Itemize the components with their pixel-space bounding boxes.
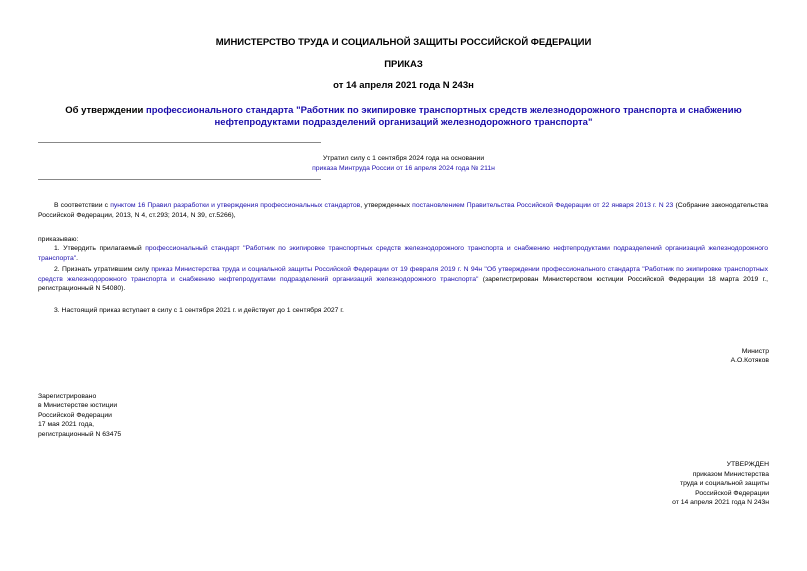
- ministry-heading: МИНИСТЕРСТВО ТРУДА И СОЦИАЛЬНОЙ ЗАЩИТЫ РОССИЙСКОЙ ФЕДЕРАЦИИ: [215, 37, 592, 48]
- approval-line: приказом Министерства: [692, 470, 769, 478]
- document-title-link[interactable]: профессионального стандарта "Работник по экипировке транспортных средств железнодорожного транспорта и снабжению нефтепродуктами подразделений организаций железнодорожного транспорта": [145, 105, 742, 128]
- document-title: [40, 105, 767, 129]
- basis-text-3: (Собрание законодательства Российской Федерации, 2013, N 4, ст.293; 2014, N 39, ст.5266),: [38, 202, 768, 219]
- order-item-1-end: .: [76, 254, 79, 262]
- order-item-2-end: (зарегистрирован Министерством юстиции Российской Федерации 18 марта 2019 г., регистрационный N 54080).: [38, 275, 768, 292]
- professional-standard-link[interactable]: профессиональный стандарт "Работник по экипировке транспортных средств железнодорожного транспорта и снабжению нефтепродуктами подразделений организаций железнодорожного транспорта": [38, 245, 768, 262]
- basis-text-2: , утвержденных: [360, 202, 413, 209]
- registration-block: [38, 392, 121, 439]
- order-item-1: [38, 244, 768, 263]
- expiry-notice-link[interactable]: приказа Минтруда России от 16 апреля 2024 года № 211н: [312, 165, 495, 172]
- basis-text-1: В соответствии с: [54, 202, 111, 209]
- orders-label: приказываю:: [38, 236, 79, 243]
- registration-line: Российской Федерации: [38, 411, 112, 419]
- order-type-heading: ПРИКАЗ: [384, 59, 423, 70]
- approval-line: Российской Федерации: [695, 489, 769, 497]
- order-item-1-text: 1. Утвердить прилагаемый: [54, 245, 146, 252]
- order-item-2: [38, 265, 768, 294]
- expiry-notice-text: Утратил силу с 1 сентября 2024 года на основании: [322, 155, 485, 162]
- signatory-title: Министр: [741, 348, 769, 355]
- government-decree-link[interactable]: постановлением Правительства Российской Федерации от 22 января 2013 г. N 23: [412, 202, 674, 209]
- order-item-3: 3. Настоящий приказ вступает в силу с 1 сентября 2021 г. и действует до 1 сентября 2027 г.: [54, 307, 344, 314]
- approval-line: от 14 апреля 2021 года N 243н: [672, 499, 769, 507]
- approval-block: [672, 460, 769, 508]
- registration-line: регистрационный N 63475: [38, 430, 122, 438]
- signatory-name: А.О.Котяков: [730, 357, 769, 364]
- divider-bottom: [38, 179, 321, 180]
- approval-line: УТВЕРЖДЕН: [726, 461, 769, 468]
- divider-top: [38, 142, 321, 143]
- repealed-order-link[interactable]: приказ Министерства труда и социальной защиты Российской Федерации от 19 февраля 2019 г. N 94н "Об утверждении профессионального стандарта "Работник по экипировке транспортных средств железнодорожного транспорта и снабжению нефтепродуктами подразделений организаций железнодорожного транспорта": [38, 266, 768, 283]
- registration-line: Зарегистрировано: [38, 393, 97, 400]
- order-item-2-text: 2. Признать утратившим силу: [54, 266, 152, 273]
- order-date-heading: от 14 апреля 2021 года N 243н: [333, 80, 474, 91]
- registration-line: в Министерстве юстиции: [38, 402, 118, 410]
- rules-link[interactable]: пунктом 16 Правил разработки и утверждения профессиональных стандартов: [110, 202, 361, 209]
- registration-line: 17 мая 2021 года,: [38, 421, 95, 429]
- approval-line: труда и социальной защиты: [679, 480, 769, 488]
- basis-paragraph: [38, 201, 768, 220]
- document-title-prefix: Об утверждении: [65, 105, 146, 116]
- expiry-notice: [0, 154, 807, 174]
